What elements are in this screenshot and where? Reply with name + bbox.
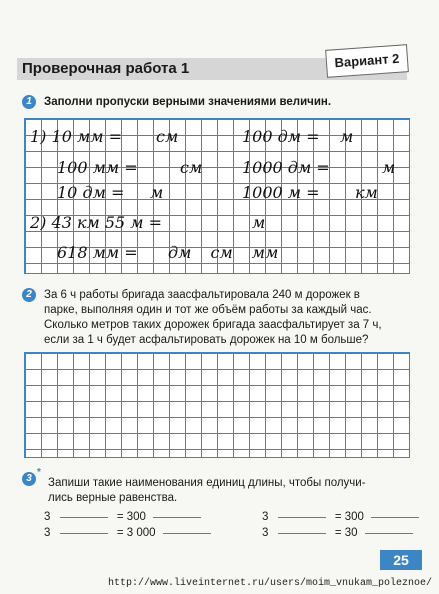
task1-number-icon: 1 xyxy=(22,95,36,109)
task2-text-line: Сколько метров таких дорожек бригада заасфальтирует за 7 ч, xyxy=(44,319,382,331)
answer-blank[interactable] xyxy=(365,532,413,534)
task1-line4-left: 2) 43 км 55 м = xyxy=(30,213,163,232)
task1-line2-left: 100 мм = xyxy=(57,158,138,177)
task1-line1-right: 100 дм = xyxy=(242,127,320,146)
footer-url[interactable]: http://www.liveinternet.ru/users/moim_vnukam_poleznoe/ xyxy=(108,578,433,589)
task3-row1-right: 3 = 300 xyxy=(262,510,419,525)
task3-text-line: Запиши такие наименования единиц длины, чтобы получи- xyxy=(48,477,366,489)
task1-line3-left-unit: м xyxy=(150,183,164,202)
answer-blank[interactable] xyxy=(60,532,108,534)
task1-text: Заполни пропуски верными значениями величин. xyxy=(44,96,332,108)
task2-text xyxy=(44,288,414,348)
answer-blank[interactable] xyxy=(153,516,201,518)
task1-line2-left-unit: см xyxy=(180,158,203,177)
task1-line3-right-unit: км xyxy=(355,183,378,202)
task1-line1-right-unit: м xyxy=(340,127,354,146)
task2-text-line: парке, выполняя один и тот же объём работы за каждый час. xyxy=(44,304,372,316)
task1-line2-right: 1000 дм = xyxy=(242,158,330,177)
task3-row2-left: 3 = 3 000 xyxy=(44,526,211,541)
answer-blank[interactable] xyxy=(278,516,326,518)
task1-line1-left-unit: см xyxy=(156,127,179,146)
task3-number-icon: 3 xyxy=(22,472,36,486)
task2-text-line: если за 1 ч будет асфальтировать дорожек на 10 м больше? xyxy=(44,334,369,346)
task1-line1-left: 1) 10 мм = xyxy=(30,127,122,146)
answer-blank[interactable] xyxy=(278,532,326,534)
task1-line2-right-unit: м xyxy=(382,158,396,177)
answer-blank[interactable] xyxy=(163,532,211,534)
answer-blank[interactable] xyxy=(371,516,419,518)
star-icon: * xyxy=(37,467,41,478)
task1-line5-units: дм см мм xyxy=(168,243,279,262)
task1-line3-right: 1000 м = xyxy=(242,183,320,202)
task3-row2-right: 3 = 30 xyxy=(262,526,413,541)
task3-text xyxy=(48,476,418,506)
answer-blank[interactable] xyxy=(60,516,108,518)
page-title: Проверочная работа 1 xyxy=(22,60,190,77)
task1-line3-left: 10 дм = xyxy=(57,183,125,202)
task2-text-line: За 6 ч работы бригада заасфальтировала 240 м дорожек в xyxy=(44,289,360,301)
page-number: 25 xyxy=(380,550,422,570)
task2-number-icon: 2 xyxy=(22,288,36,302)
task2-answer-grid[interactable] xyxy=(24,352,410,458)
task3-text-line: лись верные равенства. xyxy=(48,492,178,504)
task1-line5-left: 618 мм = xyxy=(57,243,138,262)
task1-line4-unit: м xyxy=(252,213,266,232)
variant-badge: Вариант 2 xyxy=(325,44,409,78)
task3-row1-left: 3 = 300 xyxy=(44,510,201,525)
